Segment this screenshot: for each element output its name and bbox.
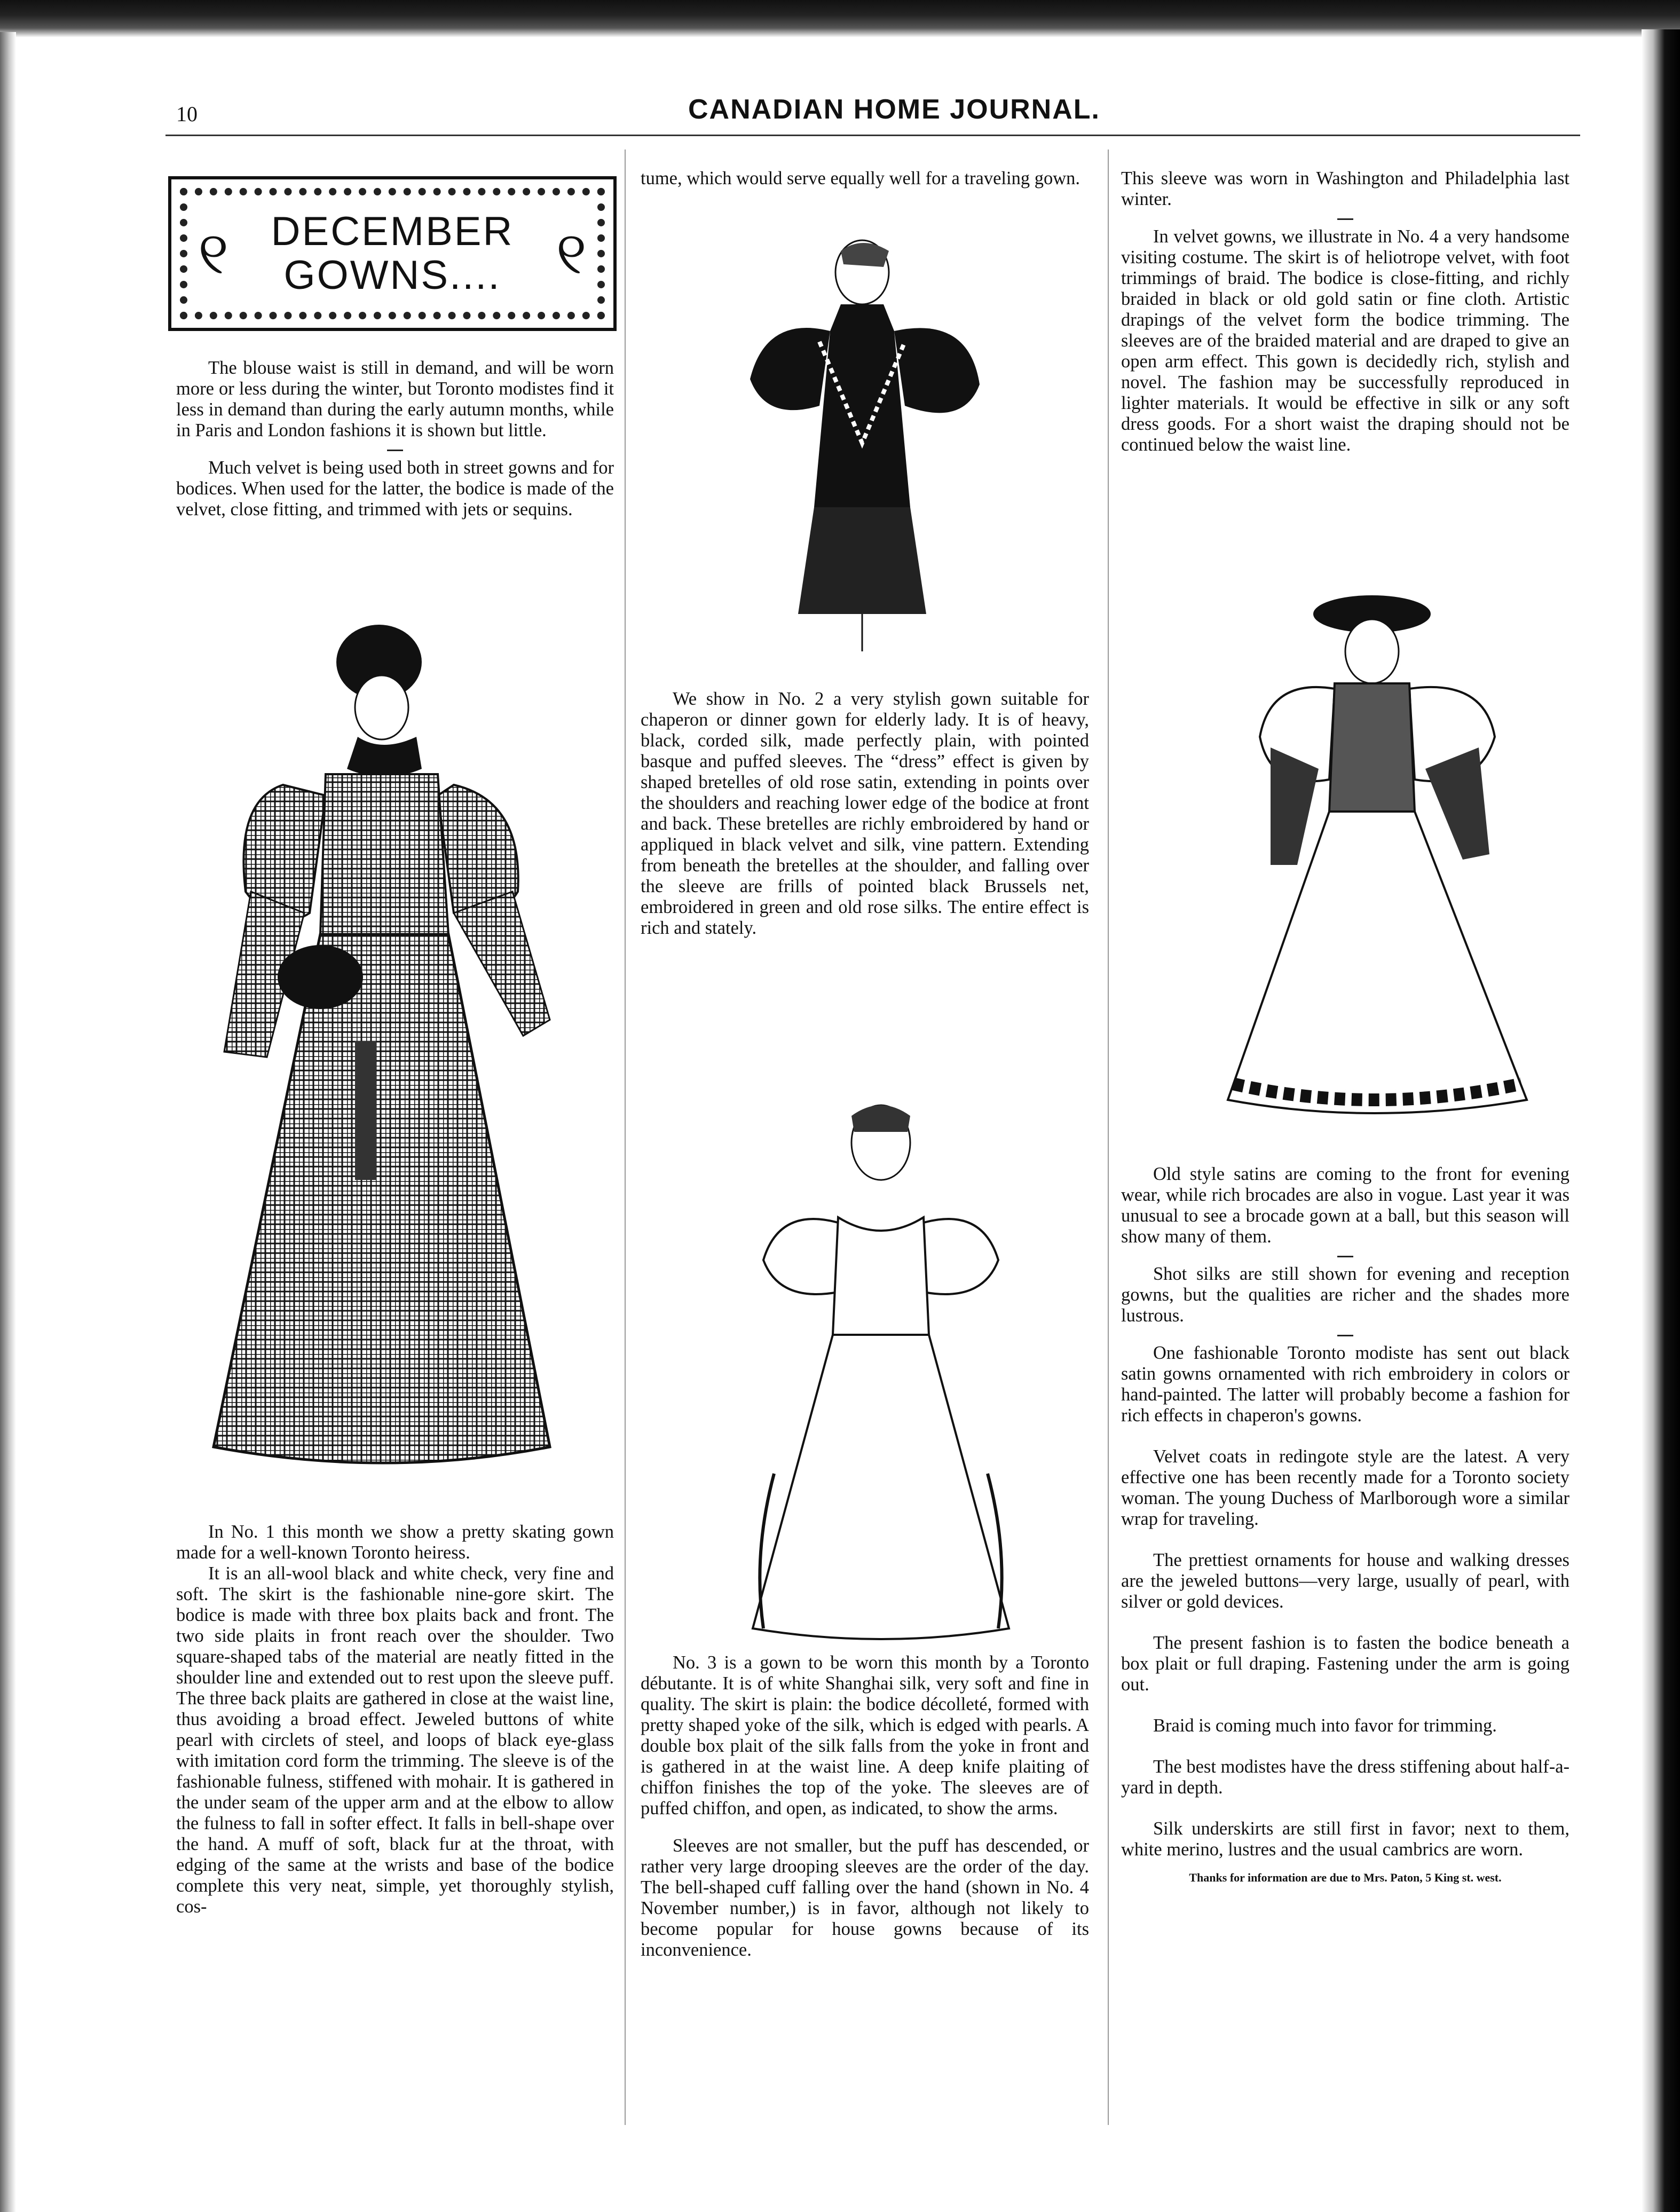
paragraph: In velvet gowns, we illustrate in No. 4 a very handsome visiting costume. The skirt is of heliotrope velvet, with foot trimmings of braid. The bodice is close-fitting, and richly braided in black or old gold satin or fine cloth. Artistic drapings of the velvet form the bodice trimming. The sleeves are of the braided material and are draped to give an open arm effect. This gown is decidedly rich, stylish and novel. The fashion may be successfully reproduced in lighter materials. It would be effective in silk or any soft dress goods. For a short waist the draping should not be continued below the waist line. (1121, 226, 1569, 455)
gown-illustration-3 (731, 1100, 1030, 1644)
paragraph: We show in No. 2 a very stylish gown suitable for chaperon or dinner gown for elderly lady. It is of heavy, black, corded silk, made perfectly plain, with pointed basque and puffed sleeves. The “dress” effect is given by shaped bretelles of old rose satin, extending in points over the shoulders and reaching lower edge of the bodice at front and back. These bretelles are richly embroidered by hand or appliqued in black velvet and silk, vine pattern. Extending from beneath the bretelles at the shoulder, and falling over the sleeve are frills of pointed black Brussels net, embroidered in green and old rose silks. The entire effect is rich and stately. (641, 689, 1089, 938)
paragraph: The best modistes have the dress stiffening about half-a-yard in depth. (1121, 1757, 1569, 1798)
paragraph: It is an all-wool black and white check, very fine and soft. The skirt is the fashionable nine-gore skirt. The bodice is made with three box plaits back and front. The two side plaits in front reach over the shoulder. Two square-shaped tabs of the material are neatly fitted in the shoulder line and extended out to rest upon the sleeve puff. The three back plaits are gathered in close at the waist line, thus avoiding a broad effect. Jeweled buttons of white pearl with circlets of steel, and loops of black eye-glass with imitation cord form the trimming. The sleeve is of the fashionable fulness, stiffened with mohair. It is gathered in the under seam of the upper arm and at the elbow to allow the fulness to fall in softer effect. It falls in bell-shape over the hand. A muff of soft, black fur at the throat, with edging of the same at the wrists and base of the bodice complete this very neat, simple, yet thoroughly stylish, cos- (176, 1563, 614, 1917)
swirl-ornament-icon: ୧ (556, 221, 587, 286)
paragraph: The blouse waist is still in demand, and will be worn more or less during the winter, but Toronto modistes find it less in demand than during the early autumn months, while in Paris and London fashions it is shown but little. (176, 358, 614, 440)
scan-top-edge (0, 0, 1680, 37)
separator-dash (1337, 1335, 1353, 1336)
credit-line: Thanks for information are due to Mrs. Paton, 5 King st. west. (1189, 1871, 1502, 1884)
column-3-top (1121, 168, 1569, 476)
scan-right-edge (1642, 29, 1680, 2212)
column-2-top (641, 168, 1089, 209)
header-rule (165, 135, 1580, 136)
paragraph: This sleeve was worn in Washington and Philadelphia last winter. (1121, 168, 1569, 209)
paragraph: Much velvet is being used both in street gowns and for bodices. When used for the latter, the bodice is made of the velvet, close fitting, and trimmed with jets or sequins. (176, 458, 614, 519)
separator-dash (857, 1828, 873, 1829)
paragraph: The prettiest ornaments for house and walking dresses are the jeweled buttons—very large, usually of pearl, with silver or gold devices. (1121, 1550, 1569, 1612)
title-border (180, 188, 605, 319)
paragraph: Silk underskirts are still first in favor; next to them, white merino, lustres and the usual cambrics are worn. (1121, 1819, 1569, 1860)
gown-figure-no1-icon (203, 614, 609, 1490)
paragraph: No. 3 is a gown to be worn this month by a Toronto débutante. It is of white Shanghai silk, very soft and fine in quality. The skirt is plain: the bodice décolleté, formed with pretty shaped yoke of the silk, which is edged with pearls. A double box plait of the silk falls from the yoke in front and is gathered in at the waist line. A deep knife plaiting of chiffon finishes the top of the yoke. The sleeves are of puffed chiffon, and open, as indicated, to show the arms. (641, 1652, 1089, 1819)
column-separator (625, 149, 626, 2125)
paragraph: The present fashion is to fasten the bodice beneath a box plait or full draping. Fastening under the arm is going out. (1121, 1633, 1569, 1695)
column-separator (1108, 149, 1109, 2125)
paragraph: Shot silks are still shown for evening and reception gowns, but the qualities are richer and the shades more lustrous. (1121, 1264, 1569, 1326)
column-2-middle (641, 689, 1089, 959)
gown-figure-no2-icon (734, 230, 996, 651)
gown-illustration-1 (203, 614, 609, 1490)
separator-dash (387, 450, 403, 451)
title-line-1: DECEMBER (271, 209, 514, 254)
paragraph: tume, which would serve equally well for a traveling gown. (641, 168, 1080, 188)
paragraph: Braid is coming much into favor for trimming. (1153, 1715, 1497, 1736)
gown-figure-no3-icon (731, 1100, 1030, 1644)
scan-left-edge (0, 32, 16, 2212)
paragraph: Velvet coats in redingote style are the latest. A very effective one has been recently made for a Toronto society woman. The young Duchess of Marlborough wore a similar wrap for traveling. (1121, 1446, 1569, 1529)
column-1-top (176, 358, 614, 540)
swirl-ornament-icon: ୧ (198, 221, 229, 286)
column-3-bottom (1121, 1164, 1569, 1905)
gown-illustration-2 (734, 230, 996, 651)
page-number: 10 (176, 102, 198, 126)
journal-title: CANADIAN HOME JOURNAL. (688, 94, 1100, 125)
paragraph: One fashionable Toronto modiste has sent out black satin gowns ornamented with rich embroidery in colors or hand-painted. The latter will probably become a fashion for rich effects in chaperon's gowns. (1121, 1343, 1569, 1426)
paragraph: In No. 1 this month we show a pretty skating gown made for a well-known Toronto heiress. (176, 1522, 614, 1563)
article-title-box (168, 176, 617, 331)
gown-illustration-4 (1212, 587, 1543, 1121)
column-2-bottom (641, 1652, 1089, 1981)
article-title (271, 210, 514, 297)
column-1-bottom (176, 1522, 614, 1938)
gown-figure-no4-icon (1212, 587, 1543, 1121)
title-line-2: GOWNS.... (283, 253, 501, 298)
separator-dash (1337, 218, 1353, 220)
separator-dash (1337, 1256, 1353, 1257)
paragraph: Sleeves are not smaller, but the puff has descended, or rather very large drooping sleeves are the order of the day. The bell-shaped cuff falling over the hand (shown in No. 4 November number,) is in favor, although not likely to become popular for house gowns because of its inconvenience. (641, 1836, 1089, 1960)
paragraph: Old style satins are coming to the front for evening wear, while rich brocades are also in vogue. Last year it was unusual to see a brocade gown at a ball, but this season will show many of them. (1121, 1164, 1569, 1247)
